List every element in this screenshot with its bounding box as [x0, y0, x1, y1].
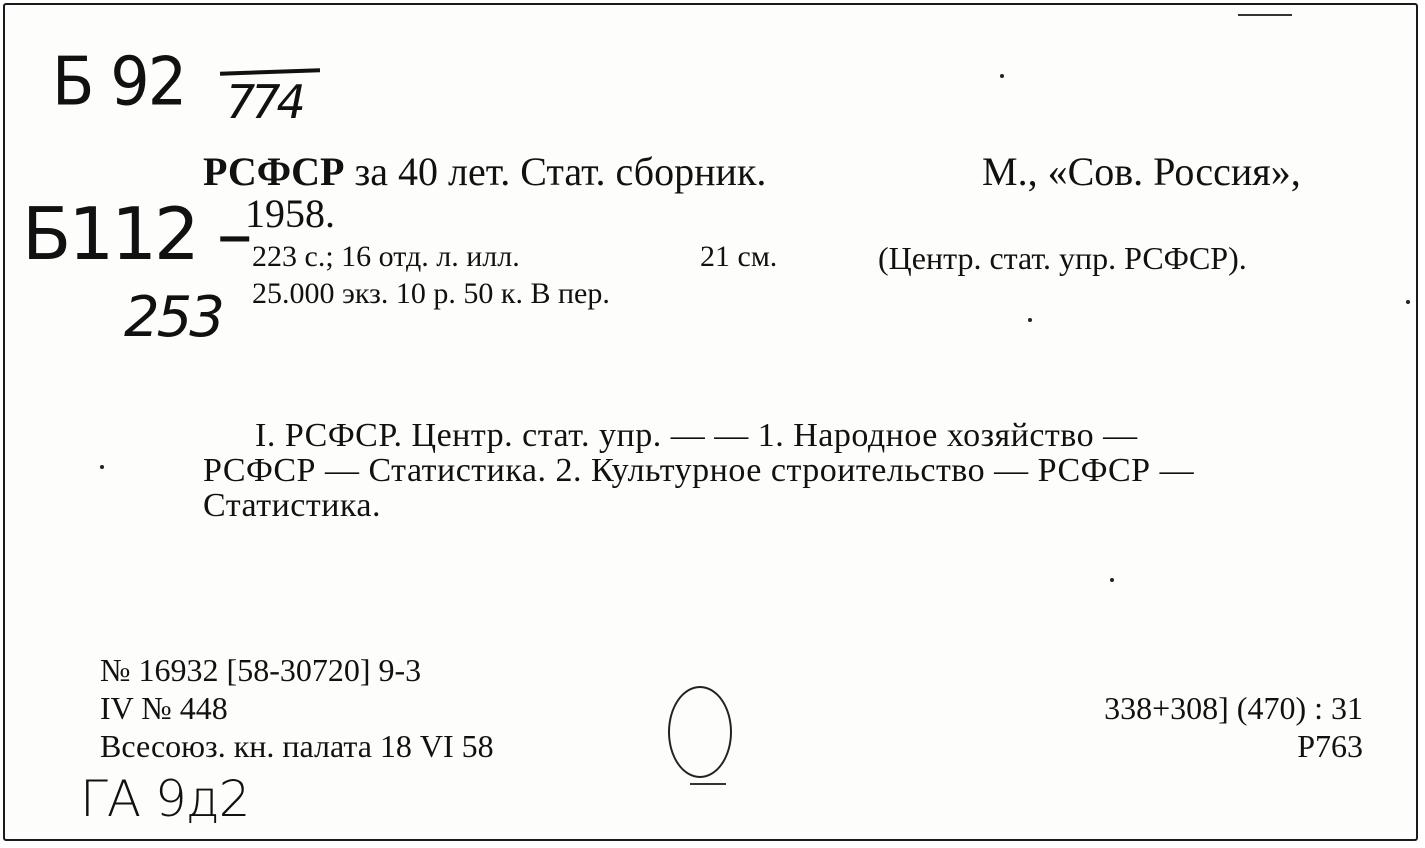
handwritten-bottom-mark: ГА 9д2: [80, 770, 250, 828]
footer-issue: IV № 448: [100, 690, 228, 726]
record-year: 1958.: [245, 191, 335, 236]
author-mark: Р763: [1297, 728, 1363, 764]
record-publisher: М., «Сов. Россия»,: [982, 149, 1301, 194]
subject-line-3: Статистика.: [203, 487, 382, 524]
footer-chamber: Всесоюз. кн. палата 18 VI 58: [100, 728, 494, 764]
record-print-run: 25.000 экз. 10 р. 50 к. В пер.: [252, 277, 610, 310]
scan-mark: [1238, 14, 1292, 16]
handwritten-accession: Б112 –: [22, 192, 250, 276]
scan-speck: [1110, 578, 1114, 582]
record-title: [203, 148, 766, 195]
handwritten-shelf-sub: 774: [226, 75, 302, 129]
record-title-prefix: РСФСР: [203, 149, 345, 194]
record-series: (Центр. стат. упр. РСФСР).: [878, 240, 1247, 276]
scan-mark: [690, 783, 726, 785]
footer-number: № 16932 [58-30720] 9-3: [100, 652, 422, 688]
classification-code: 338+308] (470) : 31: [1104, 690, 1363, 726]
record-size: 21 см.: [700, 240, 778, 273]
subject-line-2: РСФСР — Статистика. 2. Культурное строительство — РСФСР —: [203, 452, 1195, 489]
handwritten-accession-sub: 253: [124, 285, 222, 350]
punch-hole-outline: [668, 686, 732, 778]
record-title-rest: за 40 лет. Стат. сборник.: [354, 149, 767, 194]
scan-speck: [1000, 74, 1004, 78]
record-physical: 223 с.; 16 отд. л. илл.: [252, 240, 520, 273]
scan-speck: [1406, 300, 1410, 304]
scan-speck: [100, 465, 104, 469]
handwritten-shelf-mark: Б 92: [52, 42, 186, 121]
subject-line-1: I. РСФСР. Центр. стат. упр. — — 1. Народное хозяйство —: [255, 417, 1138, 454]
scan-speck: [1028, 318, 1032, 322]
